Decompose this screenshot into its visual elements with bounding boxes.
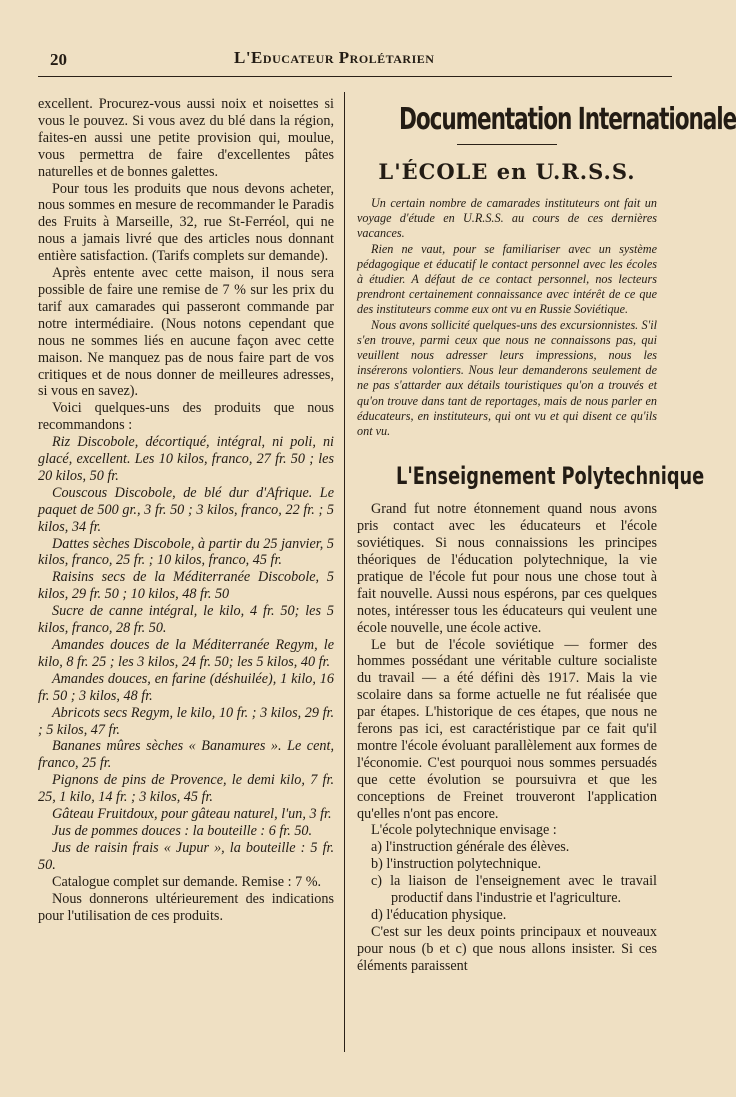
column-divider: [344, 92, 345, 1052]
paragraph: Grand fut notre étonnement quand nous avons pris contact avec les éducateurs et l'école soviétiques. Si nous connaissions les principes théoriques de l'éducation polytechnique, la vie pratique de l'école fut pour nous une chose tout à fait nouvelle. Aussi nous espérons, par ces quelques notes, intéresser tous les éducateurs qui veulent une école nouvelle, une école active.: [357, 501, 657, 636]
subsection-title: L'Enseignement Polytechnique: [396, 462, 705, 491]
page-number: 20: [50, 50, 67, 69]
article-title: L'ÉCOLE en U.R.S.S.: [378, 159, 636, 184]
paragraph: Après entente avec cette maison, il nous sera possible de faire une remise de 7 % sur les prix du tarif aux camarades qui passeront commande par notre intermédiaire. (Nous notons cependant que nous ne sommes liés en aucune façon avec cette maison. Ne manquez pas de nous faire part de vos critiques et de nous donner de meilleures adresses, si vous en savez).: [38, 265, 334, 400]
list-item: a) l'instruction générale des élèves.: [371, 839, 570, 856]
article-body: [357, 501, 657, 974]
product-entry: Dattes sèches Discobole, à partir du 25 janvier, 5 kilos, franco, 25 fr. ; 10 kilos, franco, 45 fr.: [38, 535, 334, 569]
paragraph: Catalogue complet sur demande. Remise : 7 %.: [52, 873, 322, 890]
product-entry: Pignons de pins de Provence, le demi kilo, 7 fr. 25, 1 kilo, 14 fr. ; 3 kilos, 45 fr.: [38, 772, 334, 806]
article-intro: [357, 196, 657, 439]
product-entry: Couscous Discobole, de blé dur d'Afrique. Le paquet de 500 gr., 3 fr. 50 ; 3 kilos, franco, 22 fr. ; 5 kilos, 34 fr.: [38, 484, 334, 535]
paragraph: Le but de l'école soviétique — former des hommes possédant une véritable culture socialiste du travail — a été défini dès 1917. Mais la vie scolaire dans sa forme actuelle ne fut réalisée que par étapes. L'historique de ces étapes, que nous ne ferons pas ici, est caractéristique par ce fait qu'il montre l'école évoluant parallèlement aux formes de l'économie. C'est pourquoi nous sommes persuadés que cette évolution se poursuivra et que les conceptions de Freinet trouveront l'application qu'elles n'ont pas encore.: [357, 636, 657, 822]
journal-title: L'Educateur Prolétarien: [234, 48, 435, 67]
product-entry: Gâteau Fruitdoux, pour gâteau naturel, l'un, 3 fr.: [52, 806, 332, 823]
header-rule: [38, 76, 672, 77]
list-item: b) l'instruction polytechnique.: [371, 856, 542, 873]
left-column: [38, 96, 334, 924]
product-entry: Sucre de canne intégral, le kilo, 4 fr. 50; les 5 kilos, franco, 28 fr. 50.: [38, 603, 334, 637]
product-entry: Jus de pommes douces : la bouteille : 6 fr. 50.: [52, 822, 313, 839]
paragraph: Nous donnerons ultérieurement des indications pour l'utilisation de ces produits.: [38, 890, 334, 924]
running-header: [38, 46, 670, 74]
product-entry: Amandes douces de la Méditerranée Regym, le kilo, 8 fr. 25 ; les 3 kilos, 24 fr. 50; les 5 kilos, 40 fr.: [38, 637, 334, 670]
paragraph: C'est sur les deux points principaux et nouveaux pour nous (b et c) que nous allons insister. Si ces éléments paraissent: [357, 923, 657, 974]
right-column: [357, 96, 736, 975]
product-entry: Jus de raisin frais « Jupur », la bouteille : 5 fr. 50.: [38, 839, 334, 873]
paragraph: L'école polytechnique envisage :: [371, 822, 557, 839]
paragraph: Pour tous les produits que nous devons acheter, nous sommes en mesure de recommander le Paradis des Fruits à Marseille, 32, rue St-Ferréol, qui ne nous a jamais livré que des articles nous donnant entière satisfaction. (Tarifs complets sur demande).: [38, 180, 334, 265]
product-entry: Raisins secs de la Méditerranée Discobole, 5 kilos, 29 fr. 50 ; 10 kilos, 48 fr. 50: [38, 569, 334, 603]
product-entry: Amandes douces, en farine (déshuilée), 1 kilo, 16 fr. 50 ; 3 kilos, 48 fr.: [38, 670, 334, 704]
product-entry: Abricots secs Regym, le kilo, 10 fr. ; 3 kilos, 29 fr. ; 5 kilos, 47 fr.: [38, 704, 334, 738]
paragraph: Voici quelques-uns des produits que nous recommandons :: [38, 400, 334, 434]
intro-paragraph: Rien ne vaut, pour se familiariser avec un système pédagogique et éducatif le contact personnel avec les écoles à étudier. A défaut de ce contact personnel, nos lecteurs prendront certainement connaissance avec intérêt de ce que des instituteurs comme eux ont vu en Russie Soviétique.: [357, 241, 657, 317]
section-heading: Documentation Internationale: [399, 102, 736, 137]
intro-paragraph: Nous avons sollicité quelques-uns des excursionnistes. S'il s'en trouve, parmi ceux que nous ne connaissons pas, qui veuillent nous adresser leurs impressions, nous les insérerons volontiers. Nous leur demanderons seulement de ne pas s'attarder aux détails touristiques qu'on a trouvés et qu'on trouve dans tant de reportages, mais de nous parler en éducateurs, en instituteurs, qui ont vu et qui disent ce qu'ils ont vu.: [357, 317, 657, 439]
intro-paragraph: Un certain nombre de camarades instituteurs ont fait un voyage d'étude en U.R.S.S. au cours de ces dernières vacances.: [357, 196, 657, 241]
title-rule: [457, 144, 557, 145]
product-entry: Bananes mûres sèches « Banamures ». Le cent, franco, 25 fr.: [38, 738, 334, 772]
product-entry: Riz Discobole, décortiqué, intégral, ni poli, ni glacé, excellent. Les 10 kilos, franco, 27 fr. 50 ; les 20 kilos, 50 fr.: [38, 434, 334, 484]
list-item: c) la liaison de l'enseignement avec le travail productif dans l'industrie et l'agriculture.: [371, 873, 657, 907]
list-item: d) l'éducation physique.: [371, 907, 507, 923]
paragraph: excellent. Procurez-vous aussi noix et noisettes si vous le pouvez. Si vous avez du blé dans la région, faites-en aussi une petite provision qui, moulue, vous permettra de faire d'excellentes pâtes naturelles et de bonnes galettes.: [38, 96, 334, 180]
